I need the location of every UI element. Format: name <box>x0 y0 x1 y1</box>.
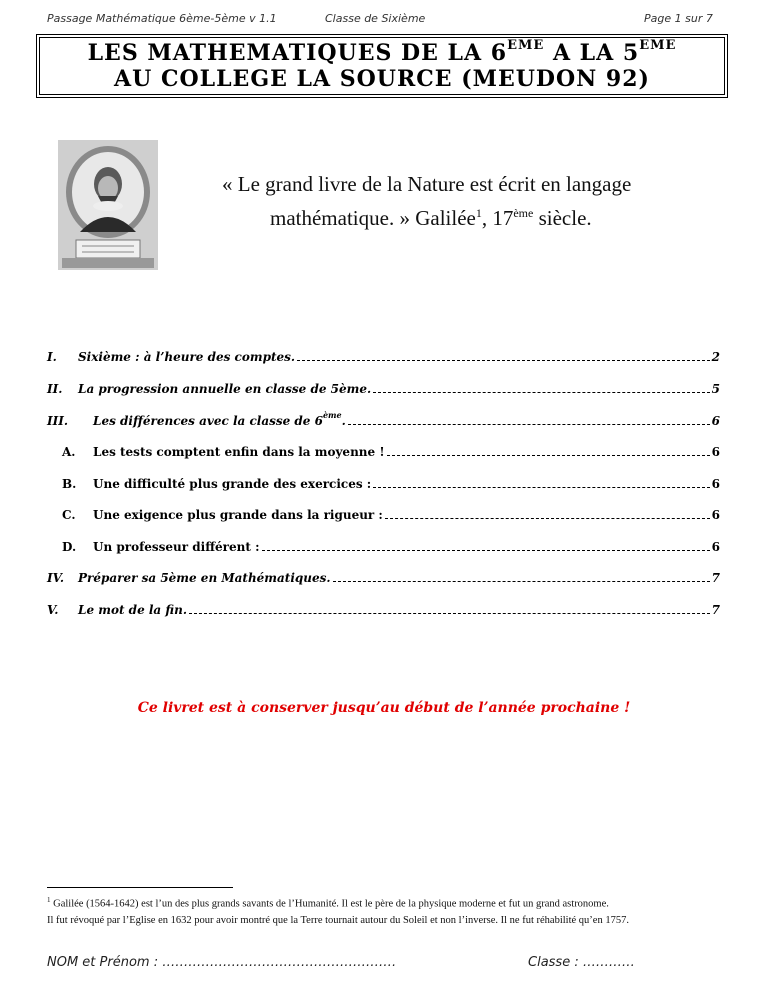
toc-text: . <box>341 414 346 428</box>
title-box <box>39 37 725 95</box>
footnote-ref: 1 <box>475 206 482 220</box>
title-line-1 <box>40 37 724 66</box>
toc-text: Une difficulté plus grande des exercices : <box>93 477 372 491</box>
toc-text: Sixième : à l’heure des comptes. <box>78 350 296 364</box>
quote-part: , 17 <box>481 206 514 230</box>
toc-row[interactable] <box>47 536 720 554</box>
toc-row[interactable] <box>47 441 720 459</box>
toc-page-number: 6 <box>711 508 720 522</box>
toc-number: C. <box>62 508 76 522</box>
footnote-line-1 <box>47 896 609 910</box>
toc-text: Le mot de la fin. <box>78 603 188 617</box>
toc-page-number: 7 <box>711 603 720 617</box>
title-part: A LA 5 <box>544 40 640 66</box>
footnote-text: Galilée (1564-1642) est l’un des plus grands savants de l’Humanité. Il est le père de la physique moderne et fut un grand astronome. <box>50 898 609 910</box>
toc-leader <box>385 517 710 519</box>
toc-number: V. <box>47 603 59 617</box>
title-sup: EME <box>507 37 545 53</box>
toc-text: Les différences avec la classe de 6 <box>93 414 323 428</box>
toc-entry-text <box>78 350 295 364</box>
toc-text: Les tests comptent enfin dans la moyenne ! <box>93 445 385 459</box>
toc-number: B. <box>62 477 77 491</box>
class-field-label: Classe : ………… <box>528 955 635 970</box>
toc-page-number: 6 <box>711 477 720 491</box>
toc-row[interactable] <box>47 346 720 364</box>
toc-entry-text <box>78 382 371 396</box>
quote-line-2 <box>270 206 592 231</box>
name-field-label: NOM et Prénom : ……………………………………………… <box>47 955 397 970</box>
toc-number: IV. <box>47 571 65 585</box>
footnote-line-2: Il fut révoqué par l’Eglise en 1632 pour avoir montré que la Terre tournait autour du Soleil et non l’inverse. Il ne fut réhabilité qu’en 1757. <box>47 915 629 926</box>
toc-row[interactable] <box>47 504 720 522</box>
toc-row[interactable] <box>47 473 720 491</box>
toc-text: Préparer sa 5ème en Mathématiques. <box>78 571 331 585</box>
toc-page-number: 7 <box>711 571 720 585</box>
toc-number: III. <box>47 414 69 428</box>
toc-entry-text <box>93 445 385 459</box>
toc-entry-text <box>93 412 346 428</box>
toc-number: I. <box>47 350 57 364</box>
header-class: Classe de Sixième <box>325 12 426 25</box>
toc-page-number: 6 <box>711 414 720 428</box>
title-sup: EME <box>639 37 677 53</box>
toc-number: II. <box>47 382 63 396</box>
toc-entry-text <box>93 508 383 522</box>
toc-leader <box>189 612 710 614</box>
toc-number: D. <box>62 540 77 554</box>
toc-page-number: 6 <box>711 540 720 554</box>
toc-entry-text <box>78 603 187 617</box>
quote-sup: ème <box>513 206 534 220</box>
toc-leader <box>387 454 710 456</box>
quote-line-1: « Le grand livre de la Nature est écrit en langage <box>222 172 632 196</box>
toc-text: Un professeur différent : <box>93 540 260 554</box>
toc-row[interactable] <box>47 378 720 396</box>
toc-text: La progression annuelle en classe de 5ème. <box>78 382 372 396</box>
toc-row[interactable] <box>47 567 720 585</box>
toc-sup: ème <box>322 410 342 420</box>
toc-leader <box>373 391 709 393</box>
toc-row[interactable] <box>47 410 720 428</box>
header-page-number: Page 1 sur 7 <box>644 12 713 25</box>
galileo-portrait-icon <box>58 140 158 270</box>
title-part: LES MATHEMATIQUES DE LA 6 <box>87 40 508 66</box>
toc-page-number: 2 <box>711 350 720 364</box>
toc-number: A. <box>62 445 76 459</box>
toc-row[interactable] <box>47 599 720 617</box>
toc-text: Une exigence plus grande dans la rigueur : <box>93 508 383 522</box>
notice-text: Ce livret est à conserver jusqu’au début de l’année prochaine ! <box>137 700 631 716</box>
toc-leader <box>348 423 710 425</box>
toc-entry-text <box>93 477 371 491</box>
header-doc-title: Passage Mathématique 6ème-5ème v 1.1 <box>47 12 277 25</box>
toc-leader <box>297 359 710 361</box>
footnote-mark: 1 <box>47 896 51 904</box>
quote-part: mathématique. » Galilée <box>270 206 476 230</box>
quote-part: siècle. <box>533 206 592 230</box>
toc-entry-text <box>78 571 331 585</box>
footnote-rule <box>47 887 233 888</box>
toc-page-number: 6 <box>711 445 720 459</box>
toc-entry-text <box>93 540 260 554</box>
toc-leader <box>262 549 710 551</box>
toc-leader <box>373 486 709 488</box>
toc-page-number: 5 <box>711 382 720 396</box>
title-line-2: AU COLLEGE LA SOURCE (MEUDON 92) <box>114 66 650 92</box>
toc-leader <box>333 580 710 582</box>
